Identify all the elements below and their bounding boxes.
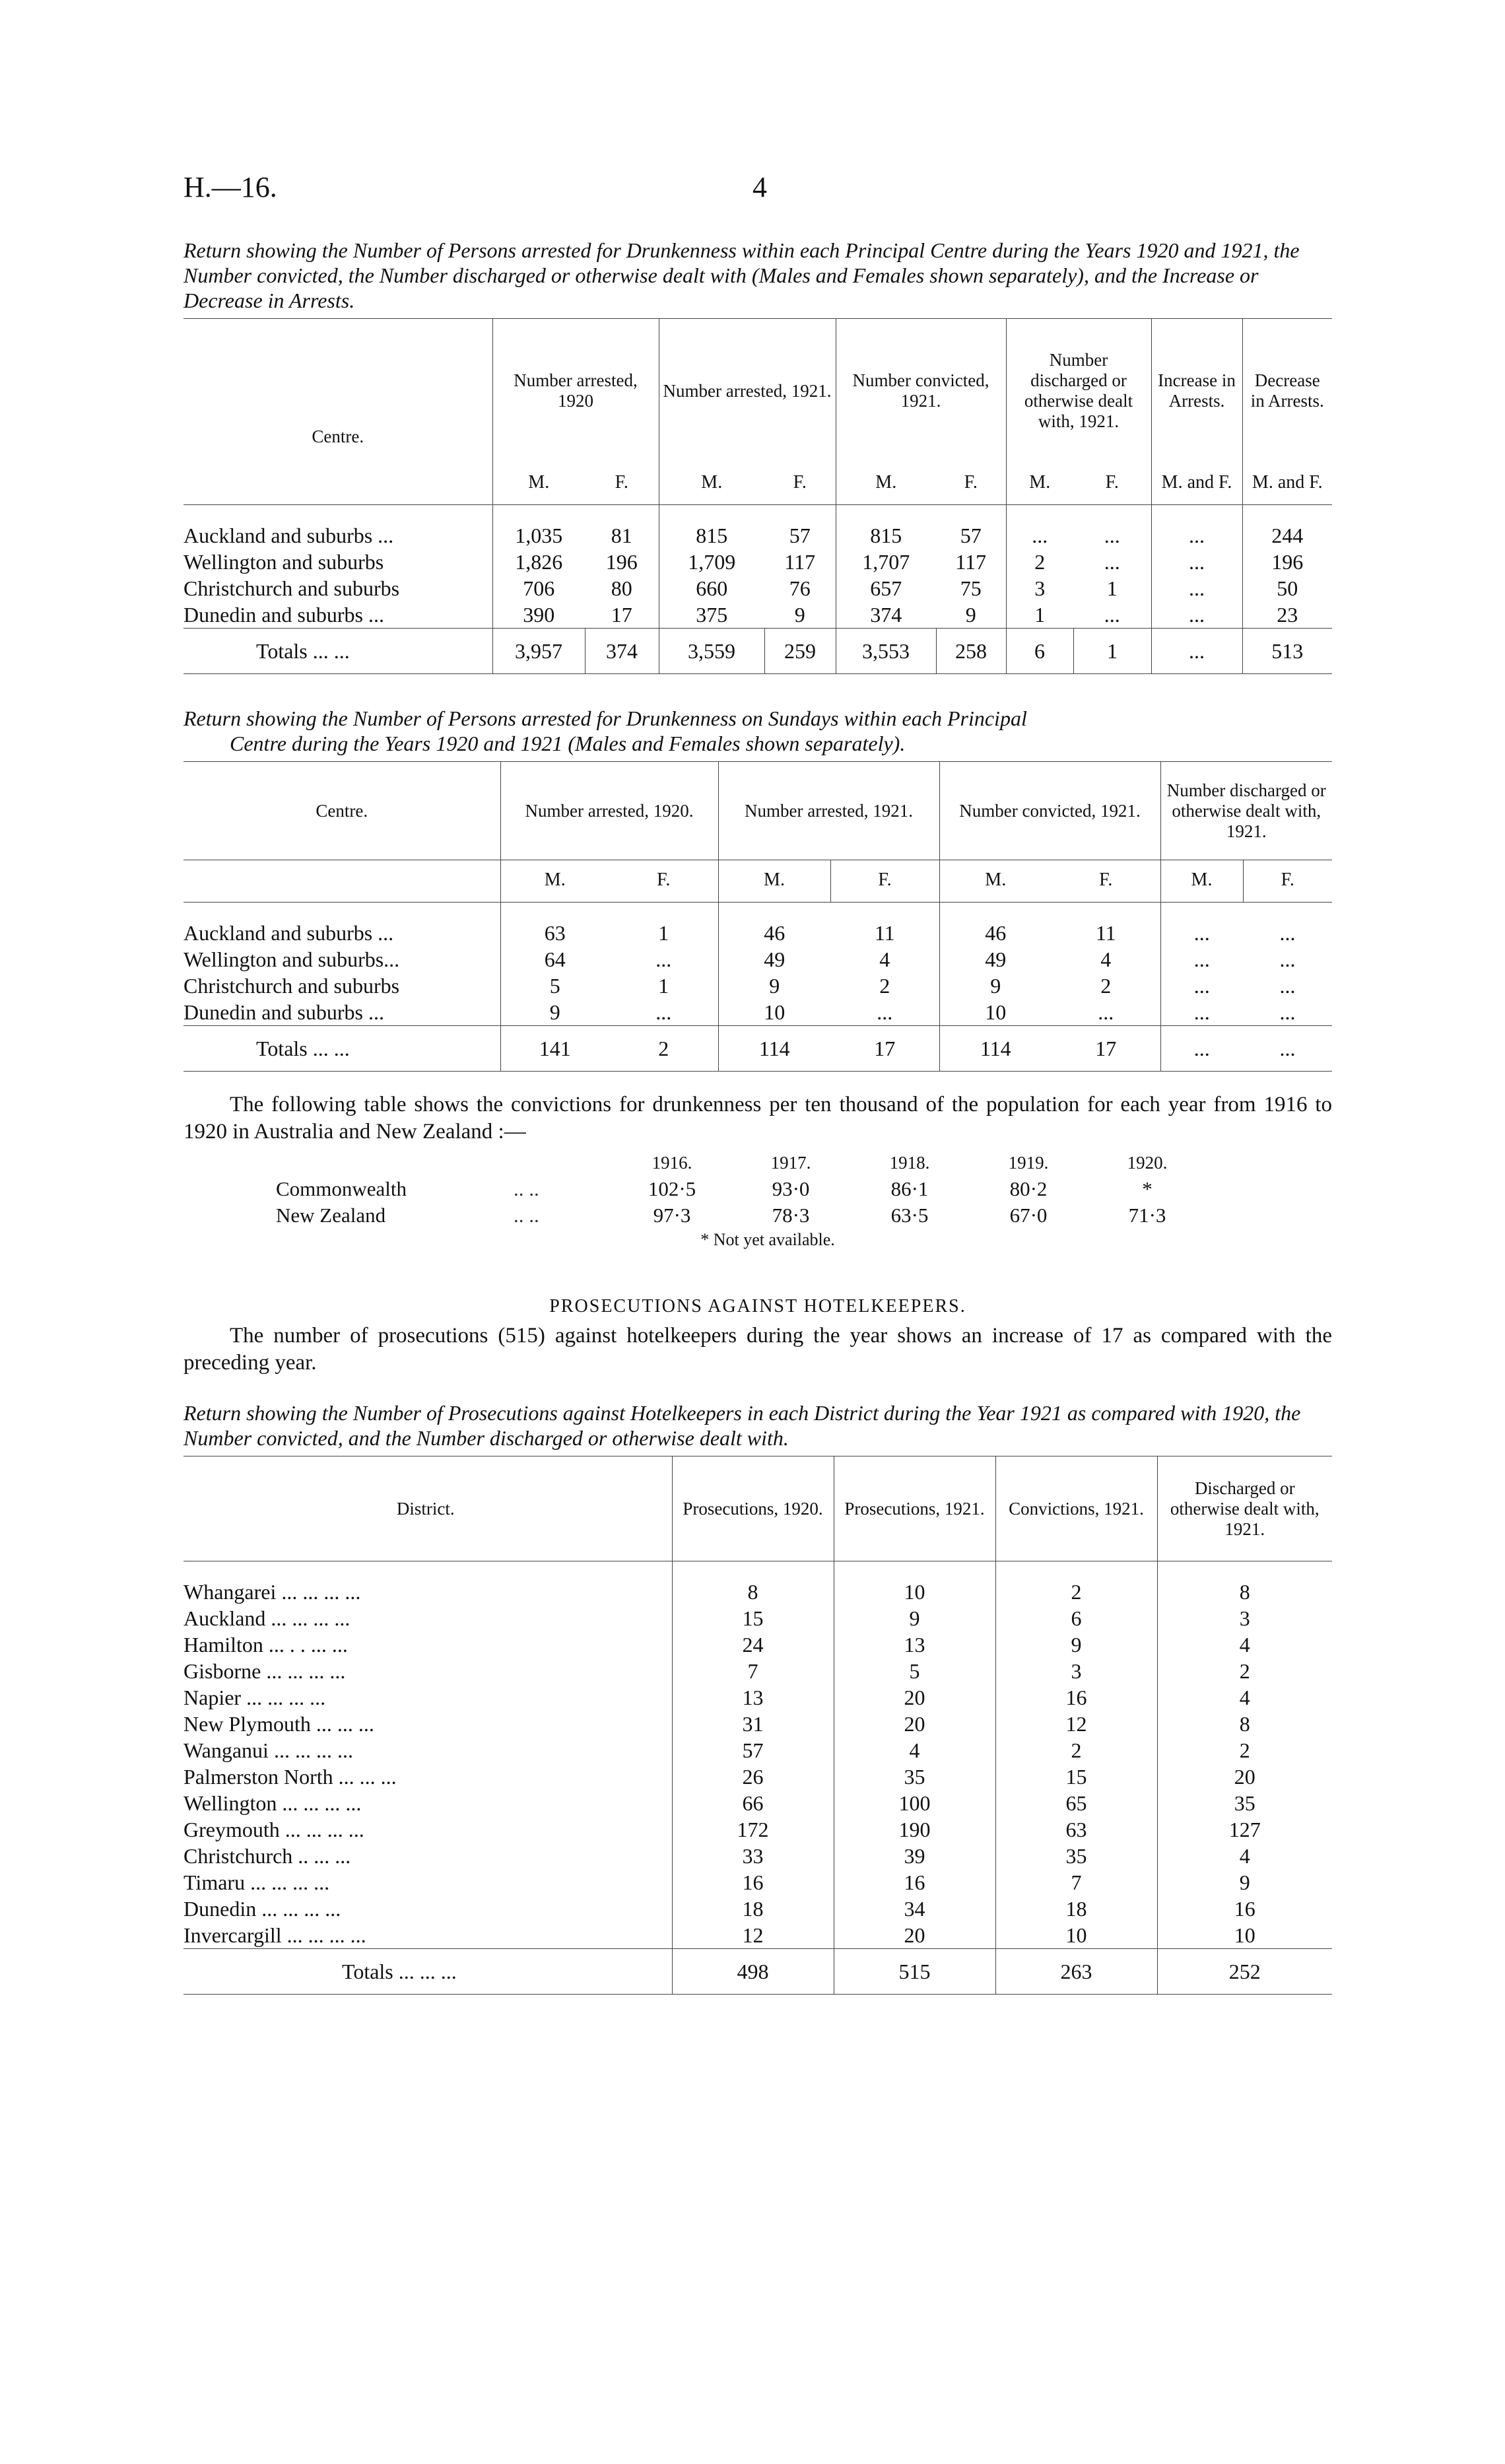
totals-label: Totals ... ... — [256, 1037, 350, 1060]
sub-header-f: F. — [830, 860, 939, 903]
year-header: 1919. — [1008, 1153, 1049, 1173]
cell: 196 — [605, 550, 638, 574]
cell: 1,826 — [492, 549, 585, 575]
cell: 5 — [834, 1658, 995, 1684]
cell: 2 — [1157, 1737, 1332, 1763]
cell: 172 — [672, 1816, 834, 1843]
cell: 66 — [672, 1790, 834, 1816]
cell: 2 — [1157, 1658, 1332, 1684]
page — [184, 165, 1332, 1995]
cell: 2 — [1100, 974, 1112, 998]
cell: 815 — [659, 522, 764, 549]
cell: 33 — [672, 1843, 834, 1869]
cell: 9 — [794, 603, 805, 627]
cell: ... — [1160, 946, 1243, 973]
sub-header-m: M. — [1006, 463, 1073, 505]
cell: 498 — [672, 1949, 834, 1995]
district-name: Auckland ... ... ... ... — [184, 1606, 351, 1630]
cell: 6 — [1006, 629, 1073, 674]
cell: 16 — [834, 1869, 995, 1896]
district-name: Invercargill ... ... ... ... — [184, 1923, 366, 1947]
district-name: Napier ... ... ... ... — [184, 1686, 326, 1709]
rate-value: * — [1142, 1177, 1153, 1200]
table-row — [184, 575, 1332, 601]
cell: 13 — [834, 1631, 995, 1658]
cell: 117 — [784, 550, 816, 574]
cell: 3,957 — [492, 629, 585, 674]
rate-value: 78·3 — [772, 1204, 810, 1227]
cell: ... — [1098, 1000, 1114, 1024]
cell: ... — [1151, 601, 1242, 629]
district-name: Dunedin ... ... ... ... — [184, 1897, 341, 1921]
cell: 17 — [1095, 1037, 1117, 1060]
cell: 57 — [960, 524, 982, 547]
rates-row — [184, 1176, 1332, 1202]
cell: 15 — [995, 1763, 1157, 1790]
rate-value: 93·0 — [772, 1177, 810, 1200]
district-name: Whangarei ... ... ... ... — [184, 1580, 361, 1604]
cell: ... — [655, 1000, 672, 1024]
section-title: PROSECUTIONS AGAINST HOTELKEEPERS. — [549, 1296, 966, 1317]
row-name: Dunedin and suburbs ... — [184, 1000, 384, 1024]
cell: 9 — [939, 973, 1052, 999]
sub-header-f: F. — [964, 472, 978, 493]
table-row — [184, 1631, 1332, 1658]
cell: 49 — [718, 946, 830, 973]
district-name: Palmerston North ... ... ... — [184, 1765, 397, 1789]
sub-header-f: F. — [657, 870, 671, 890]
cell: 2 — [879, 974, 890, 998]
column-header-increase: Increase in Arrests. — [1151, 319, 1242, 463]
cell: 1 — [1006, 601, 1073, 629]
table3-caption: Return showing the Number of Prosecutions against Hotelkeepers in each District during the Year 1921 as compared with 1920, the Number convicted, and the Number discharged or otherwise dealt with. — [184, 1401, 1301, 1450]
rate-value: 102·5 — [648, 1177, 696, 1200]
rates-row-name: Commonwealth — [276, 1177, 407, 1200]
cell: 2 — [995, 1737, 1157, 1763]
cell: 20 — [1157, 1763, 1332, 1790]
row-name: Christchurch and suburbs — [184, 576, 400, 600]
cell: ... — [1279, 974, 1296, 998]
cell: 1 — [658, 921, 669, 945]
cell: 5 — [500, 973, 609, 999]
arrests-table — [184, 318, 1332, 674]
cell: 10 — [718, 999, 830, 1026]
table-row — [184, 1790, 1332, 1816]
table2-caption-line1: Return showing the Number of Persons arrested for Drunkenness on Sundays within each Principal — [184, 706, 1027, 730]
year-header: 1918. — [889, 1153, 930, 1173]
cell: ... — [1160, 920, 1243, 946]
column-header-discharged-1921: Discharged or otherwise dealt with, 1921. — [1157, 1456, 1332, 1561]
cell: 513 — [1242, 629, 1332, 674]
cell: 75 — [960, 576, 982, 600]
hotelkeeper-prosecutions-table — [184, 1456, 1332, 1995]
table1-caption: Return showing the Number of Persons arrested for Drunkenness within each Principal Centre during the Years 1920 and 1921, the Number convicted, the Number discharged or otherwise dealt with (Males and Females shown separately), and the Increase or Decrease in Arrests. — [184, 238, 1300, 312]
cell: 259 — [764, 629, 836, 674]
sub-header-f: F. — [1243, 860, 1332, 903]
column-header-arrested-1921: Number arrested, 1921. — [659, 319, 836, 463]
cell: 11 — [874, 921, 895, 945]
totals-row — [184, 629, 1332, 674]
cell: 10 — [995, 1922, 1157, 1949]
cell: 57 — [789, 524, 811, 547]
cell: 4 — [1157, 1631, 1332, 1658]
cell: ... — [1151, 549, 1242, 575]
cell: 10 — [834, 1579, 995, 1605]
cell: 11 — [1095, 921, 1116, 945]
district-name: Wanganui ... ... ... ... — [184, 1738, 353, 1762]
row-name: Auckland and suburbs ... — [184, 524, 394, 547]
sub-header-f: F. — [1105, 472, 1119, 493]
cell: 374 — [836, 601, 936, 629]
column-header-centre: Centre. — [316, 800, 368, 821]
cell: 660 — [659, 575, 764, 601]
column-header-arrested-1920: Number arrested, 1920 — [492, 319, 659, 463]
sub-header-f: F. — [793, 472, 807, 493]
totals-row — [184, 1026, 1332, 1072]
table-row — [184, 1843, 1332, 1869]
cell: 127 — [1157, 1816, 1332, 1843]
year-header: 1920. — [1127, 1153, 1168, 1173]
sub-header-f: F. — [615, 472, 628, 493]
cell: 374 — [585, 629, 659, 674]
cell: 6 — [995, 1605, 1157, 1631]
cell: 50 — [1242, 575, 1332, 601]
table-row — [184, 549, 1332, 575]
page-number: 4 — [752, 171, 767, 203]
leader-dots: .. .. — [514, 1177, 539, 1200]
cell: 35 — [995, 1843, 1157, 1869]
cell: ... — [1279, 947, 1296, 971]
cell: 3 — [995, 1658, 1157, 1684]
table-row — [184, 1869, 1332, 1896]
cell: 9 — [965, 603, 976, 627]
prosecutions-text: The number of prosecutions (515) against hotelkeepers during the year shows an increase of 17 as compared with the preceding year. — [184, 1324, 1332, 1375]
cell: 8 — [1157, 1711, 1332, 1737]
cell: 7 — [995, 1869, 1157, 1896]
cell: 3,553 — [836, 629, 936, 674]
sub-header-m: M. — [718, 860, 830, 903]
cell: 244 — [1242, 522, 1332, 549]
year-header: 1916. — [652, 1153, 692, 1173]
sub-header-m: M. — [1160, 860, 1243, 903]
totals-row — [184, 1949, 1332, 1995]
table-row — [184, 1737, 1332, 1763]
rates-row-name: New Zealand — [276, 1204, 386, 1227]
cell: 34 — [834, 1896, 995, 1922]
column-header-prosecutions-1921: Prosecutions, 1921. — [834, 1456, 995, 1561]
rate-value: 63·5 — [890, 1204, 929, 1227]
cell: 375 — [659, 601, 764, 629]
sub-header-m: M. — [836, 463, 936, 505]
cell: 20 — [834, 1684, 995, 1711]
cell: 263 — [995, 1949, 1157, 1995]
rates-header-row — [184, 1149, 1332, 1176]
cell: 9 — [834, 1605, 995, 1631]
cell: ... — [1279, 1000, 1296, 1024]
table-row — [184, 1763, 1332, 1790]
cell: 16 — [995, 1684, 1157, 1711]
sunday-arrests-table — [184, 761, 1332, 1072]
rate-value: 86·1 — [890, 1177, 929, 1200]
cell: 1 — [658, 974, 669, 998]
cell: 65 — [995, 1790, 1157, 1816]
cell: ... — [1279, 1037, 1296, 1060]
cell: 10 — [1157, 1922, 1332, 1949]
column-header-prosecutions-1920: Prosecutions, 1920. — [672, 1456, 834, 1561]
cell: ... — [1151, 575, 1242, 601]
cell: 16 — [1157, 1896, 1332, 1922]
sub-header-m: M. — [500, 860, 609, 903]
cell: 190 — [834, 1816, 995, 1843]
cell: 252 — [1157, 1949, 1332, 1995]
cell: 258 — [936, 629, 1006, 674]
rate-value: 71·3 — [1128, 1204, 1166, 1227]
cell: 17 — [874, 1037, 896, 1060]
column-header-discharged-1921: Number discharged or otherwise dealt with, 1921. — [1160, 762, 1332, 860]
cell: 114 — [718, 1026, 830, 1072]
cell: ... — [877, 1000, 893, 1024]
cell: 4 — [1157, 1684, 1332, 1711]
table-row — [184, 1684, 1332, 1711]
cell: 35 — [1157, 1790, 1332, 1816]
document-reference: H.—16. — [184, 171, 277, 203]
cell: 8 — [672, 1579, 834, 1605]
column-header-arrested-1921: Number arrested, 1921. — [718, 762, 939, 860]
cell: 17 — [611, 603, 632, 627]
sub-header-mf: M. and F. — [1242, 463, 1332, 505]
rates-row — [184, 1202, 1332, 1229]
cell: 20 — [834, 1711, 995, 1737]
cell: 114 — [939, 1026, 1052, 1072]
cell: 46 — [718, 920, 830, 946]
table-row — [184, 1816, 1332, 1843]
sub-header-m: M. — [492, 463, 585, 505]
totals-label: Totals ... ... — [256, 639, 350, 663]
cell: 4 — [879, 947, 890, 971]
column-header-decrease: Decrease in Arrests. — [1242, 319, 1332, 463]
table2-caption — [184, 706, 1332, 756]
cell: ... — [1160, 999, 1243, 1026]
cell: 20 — [834, 1922, 995, 1949]
cell: 13 — [672, 1684, 834, 1711]
cell: 4 — [1100, 947, 1112, 971]
table-row — [184, 1922, 1332, 1949]
cell: 18 — [672, 1896, 834, 1922]
district-name: Christchurch .. ... ... — [184, 1844, 351, 1868]
cell: 1 — [1106, 576, 1118, 600]
totals-label: Totals ... ... ... — [342, 1960, 457, 1983]
rates-footnote: * Not yet available. — [700, 1230, 835, 1249]
cell: ... — [1104, 603, 1120, 627]
sub-header-m: M. — [659, 463, 764, 505]
leader-dots: .. .. — [514, 1204, 539, 1227]
cell: 23 — [1242, 601, 1332, 629]
table-row — [184, 1711, 1332, 1737]
cell: 31 — [672, 1711, 834, 1737]
cell: 1,707 — [836, 549, 936, 575]
cell: 515 — [834, 1949, 995, 1995]
table-row — [184, 920, 1332, 946]
cell: 39 — [834, 1843, 995, 1869]
cell: 657 — [836, 575, 936, 601]
cell: 3 — [1006, 575, 1073, 601]
row-name: Auckland and suburbs ... — [184, 921, 394, 945]
cell: ... — [1160, 973, 1243, 999]
district-name: Wellington ... ... ... ... — [184, 1791, 362, 1815]
cell: 12 — [672, 1922, 834, 1949]
row-name: Wellington and suburbs... — [184, 947, 400, 971]
cell: 141 — [500, 1026, 609, 1072]
row-name: Wellington and suburbs — [184, 550, 384, 574]
cell: ... — [655, 947, 672, 971]
cell: 1 — [1073, 629, 1151, 674]
cell: 80 — [611, 576, 632, 600]
column-header-convicted-1921: Number convicted, 1921. — [836, 319, 1006, 463]
table-row — [184, 522, 1332, 549]
cell: 706 — [492, 575, 585, 601]
cell: 100 — [834, 1790, 995, 1816]
sub-header-f: F. — [1099, 870, 1113, 890]
district-name: Gisborne ... ... ... ... — [184, 1659, 346, 1683]
column-header-district: District. — [396, 1498, 455, 1519]
cell: 9 — [500, 999, 609, 1026]
table-row — [184, 973, 1332, 999]
rate-value: 80·2 — [1009, 1177, 1048, 1200]
cell: 9 — [995, 1631, 1157, 1658]
cell: 3,559 — [659, 629, 764, 674]
table2-caption-line2: Centre during the Years 1920 and 1921 (Males and Females shown separately). — [230, 732, 906, 755]
cell: 10 — [939, 999, 1052, 1026]
rates-intro: The following table shows the convictions for drunkenness per ten thousand of the population for each year from 1916 to 1920 in Australia and New Zealand :— — [184, 1093, 1332, 1144]
cell: ... — [1104, 524, 1120, 547]
table-row — [184, 1658, 1332, 1684]
cell: 8 — [1157, 1579, 1332, 1605]
table-row — [184, 946, 1332, 973]
cell: ... — [1006, 522, 1073, 549]
cell: ... — [1279, 921, 1296, 945]
cell: 57 — [672, 1737, 834, 1763]
cell: 815 — [836, 522, 936, 549]
year-header: 1917. — [770, 1153, 811, 1173]
cell: 26 — [672, 1763, 834, 1790]
rates-table — [184, 1149, 1332, 1250]
table-row — [184, 1605, 1332, 1631]
cell: 49 — [939, 946, 1052, 973]
cell: 4 — [834, 1737, 995, 1763]
cell: 16 — [672, 1869, 834, 1896]
cell: ... — [1104, 550, 1120, 574]
cell: 76 — [789, 576, 811, 600]
table-row — [184, 1579, 1332, 1605]
rate-value: 67·0 — [1009, 1204, 1048, 1227]
cell: 12 — [995, 1711, 1157, 1737]
district-name: Greymouth ... ... ... ... — [184, 1818, 364, 1841]
cell: 64 — [500, 946, 609, 973]
cell: ... — [1151, 522, 1242, 549]
district-name: Timaru ... ... ... ... — [184, 1870, 330, 1894]
cell: 7 — [672, 1658, 834, 1684]
cell: 63 — [500, 920, 609, 946]
cell: 1,709 — [659, 549, 764, 575]
cell: ... — [1151, 629, 1242, 674]
page-header — [184, 165, 1332, 218]
cell: 9 — [718, 973, 830, 999]
column-header-convictions-1921: Convictions, 1921. — [995, 1456, 1157, 1561]
cell: 2 — [1006, 549, 1073, 575]
cell: 46 — [939, 920, 1052, 946]
sub-header-mf: M. and F. — [1151, 463, 1242, 505]
cell: 390 — [492, 601, 585, 629]
cell: 196 — [1242, 549, 1332, 575]
cell: 9 — [1157, 1869, 1332, 1896]
cell: 15 — [672, 1605, 834, 1631]
column-header-discharged-1921: Number discharged or otherwise dealt with, 1921. — [1006, 319, 1151, 463]
cell: 3 — [1157, 1605, 1332, 1631]
cell: 4 — [1157, 1843, 1332, 1869]
table-row — [184, 601, 1332, 629]
cell: 2 — [658, 1037, 669, 1060]
district-name: Hamilton ... . . ... ... — [184, 1633, 348, 1657]
row-name: Christchurch and suburbs — [184, 974, 400, 998]
rate-value: 97·3 — [653, 1204, 691, 1227]
district-name: New Plymouth ... ... ... — [184, 1712, 374, 1736]
column-header-centre: Centre. — [312, 427, 364, 446]
sub-header-m: M. — [939, 860, 1052, 903]
cell: 24 — [672, 1631, 834, 1658]
cell: 18 — [995, 1896, 1157, 1922]
cell: 35 — [834, 1763, 995, 1790]
cell: 1,035 — [492, 522, 585, 549]
row-name: Dunedin and suburbs ... — [184, 603, 384, 627]
cell: 63 — [995, 1816, 1157, 1843]
table-row — [184, 999, 1332, 1026]
column-header-arrested-1920: Number arrested, 1920. — [500, 762, 718, 860]
cell: ... — [1160, 1026, 1243, 1072]
cell: 117 — [955, 550, 987, 574]
table-row — [184, 1896, 1332, 1922]
column-header-convicted-1921: Number convicted, 1921. — [939, 762, 1160, 860]
cell: 81 — [611, 524, 632, 547]
cell: 2 — [995, 1579, 1157, 1605]
